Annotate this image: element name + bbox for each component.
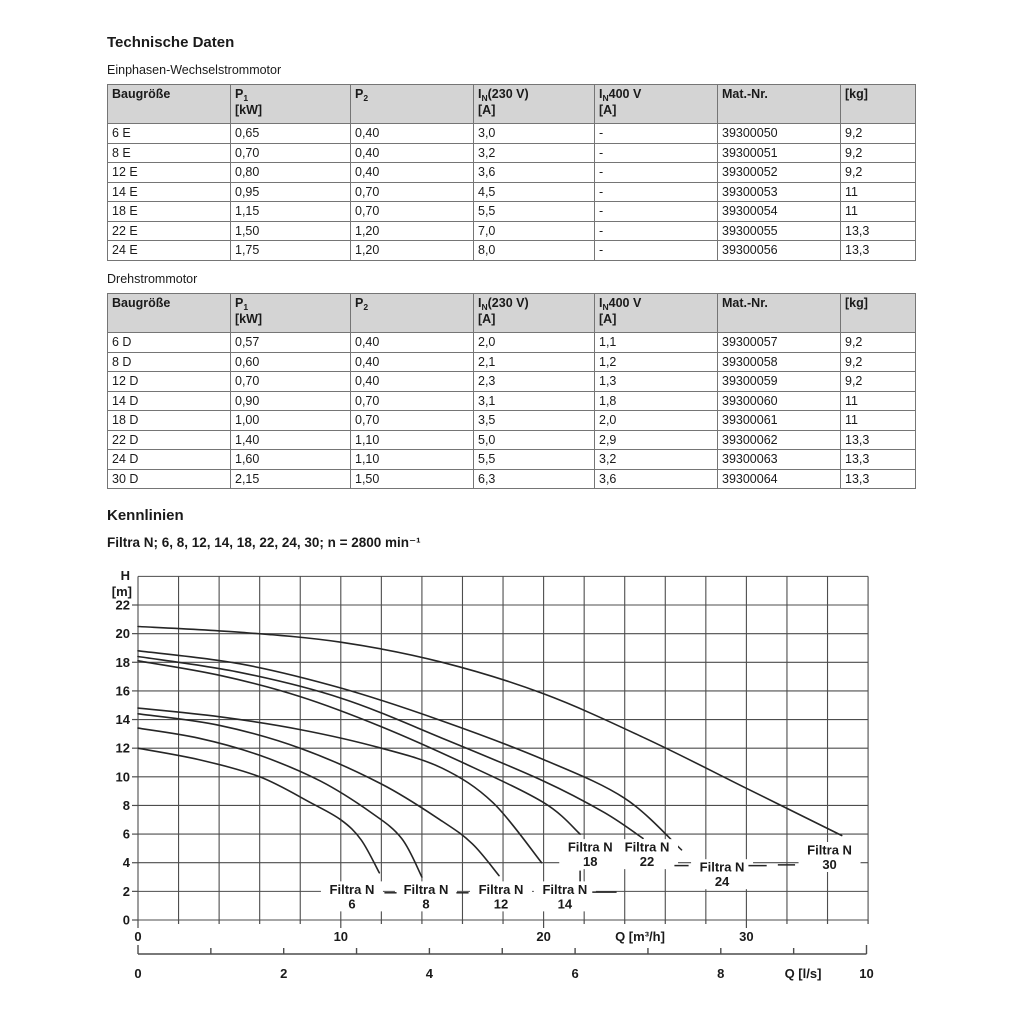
table-cell: 0,70 bbox=[351, 182, 474, 202]
curve-label: 6 bbox=[348, 896, 356, 912]
table-row bbox=[108, 391, 916, 411]
table-cell: 1,20 bbox=[351, 241, 474, 261]
table-cell: 39300053 bbox=[718, 182, 841, 202]
curve-label: Filtra N bbox=[807, 842, 852, 858]
table-cell: 9,2 bbox=[841, 163, 916, 183]
x2-tick-label: 10 bbox=[859, 966, 874, 981]
column-header: $I_N(230$ V) [A] bbox=[474, 294, 595, 333]
curve-label: 18 bbox=[583, 854, 598, 870]
table-cell: 1,1 bbox=[595, 333, 718, 353]
table-row bbox=[108, 202, 916, 222]
table-cell: 3,1 bbox=[474, 391, 595, 411]
section-title-kennlinien: Kennlinien bbox=[107, 507, 184, 524]
table-cell: 2,3 bbox=[474, 372, 595, 392]
table-cell: 1,3 bbox=[595, 372, 718, 392]
table-row bbox=[108, 143, 916, 163]
table-header-row bbox=[108, 294, 916, 333]
table-cell: 2,9 bbox=[595, 430, 718, 450]
table-einphasen bbox=[107, 84, 916, 261]
y-tick-label: 8 bbox=[122, 797, 130, 813]
table-row bbox=[108, 333, 916, 353]
table-row bbox=[108, 124, 916, 144]
column-header: Mat.-Nr. bbox=[718, 85, 841, 124]
table-cell: 0,70 bbox=[351, 391, 474, 411]
column-header: Baugröße bbox=[108, 294, 231, 333]
x2-axis-title: Q [l/s] bbox=[784, 966, 822, 981]
table-cell: 18 E bbox=[108, 202, 231, 222]
curve-filtra-n-14 bbox=[138, 708, 542, 863]
table-cell: 0,57 bbox=[231, 333, 351, 353]
y-tick-label: 10 bbox=[115, 769, 130, 785]
table-cell: 0,70 bbox=[231, 372, 351, 392]
table-cell: - bbox=[595, 202, 718, 222]
y-tick-label: 20 bbox=[115, 626, 130, 642]
pump-curves-chart bbox=[0, 555, 1024, 1020]
column-header: [kg] bbox=[841, 85, 916, 124]
table-cell: 13,3 bbox=[841, 241, 916, 261]
pump-curves-chart-container bbox=[0, 555, 1024, 1020]
table-cell: 9,2 bbox=[841, 143, 916, 163]
curve-filtra-n-8 bbox=[138, 728, 422, 877]
table-cell: 3,2 bbox=[595, 450, 718, 470]
curve-label: Filtra N bbox=[329, 881, 375, 897]
x-axis-title: Q [m³/h] bbox=[615, 929, 665, 944]
x2-tick-label: 4 bbox=[425, 966, 434, 981]
curve-filtra-n-6 bbox=[138, 748, 379, 873]
curve-label: Filtra N bbox=[403, 881, 449, 897]
curve-label: Filtra N bbox=[567, 839, 613, 855]
table-cell: 11 bbox=[841, 202, 916, 222]
table-cell: 5,0 bbox=[474, 430, 595, 450]
curve-label: 8 bbox=[422, 896, 430, 912]
x2-tick-label: 8 bbox=[717, 966, 725, 981]
curve-label: Filtra N bbox=[542, 881, 588, 897]
table-cell: 1,40 bbox=[231, 430, 351, 450]
table-cell: 39300064 bbox=[718, 469, 841, 489]
table-cell: 1,50 bbox=[231, 221, 351, 241]
table-cell: 0,60 bbox=[231, 352, 351, 372]
y-tick-label: 22 bbox=[115, 597, 130, 613]
table-cell: 24 D bbox=[108, 450, 231, 470]
table-cell: 0,90 bbox=[231, 391, 351, 411]
y-tick-label: 16 bbox=[115, 683, 130, 699]
column-header: $I_N400$ V [A] bbox=[595, 85, 718, 124]
table-cell: - bbox=[595, 124, 718, 144]
table-cell: 0,40 bbox=[351, 352, 474, 372]
column-header: Mat.-Nr. bbox=[718, 294, 841, 333]
table-cell: 9,2 bbox=[841, 352, 916, 372]
table-cell: 1,60 bbox=[231, 450, 351, 470]
table-cell: 13,3 bbox=[841, 430, 916, 450]
table-cell: 6 E bbox=[108, 124, 231, 144]
curve-filtra-n-12 bbox=[138, 714, 499, 876]
column-header: $I_N400$ V [A] bbox=[595, 294, 718, 333]
y-tick-label: 2 bbox=[122, 883, 130, 899]
curve-label: 22 bbox=[639, 854, 655, 870]
table-cell: 39300060 bbox=[718, 391, 841, 411]
table-cell: 0,70 bbox=[231, 143, 351, 163]
table-cell: 5,5 bbox=[474, 450, 595, 470]
table-cell: 2,0 bbox=[595, 411, 718, 431]
table-cell: 12 D bbox=[108, 372, 231, 392]
table-cell: 4,5 bbox=[474, 182, 595, 202]
y-tick-label: 14 bbox=[115, 712, 130, 728]
table-cell: 0,95 bbox=[231, 182, 351, 202]
table-cell: 39300051 bbox=[718, 143, 841, 163]
table-cell: 2,15 bbox=[231, 469, 351, 489]
curve-label: Filtra N bbox=[699, 859, 745, 875]
table-cell: 0,40 bbox=[351, 372, 474, 392]
curve-label: Filtra N bbox=[478, 881, 524, 897]
table-cell: - bbox=[595, 221, 718, 241]
column-header: $P_2$ bbox=[351, 85, 474, 124]
table-cell: 0,40 bbox=[351, 124, 474, 144]
table-cell: 39300052 bbox=[718, 163, 841, 183]
y-axis-title: H bbox=[120, 568, 130, 583]
table-cell: 0,40 bbox=[351, 143, 474, 163]
table-cell: - bbox=[595, 163, 718, 183]
curve-label: 30 bbox=[822, 857, 837, 873]
table-cell: 0,40 bbox=[351, 333, 474, 353]
curve-label: 24 bbox=[714, 874, 730, 890]
table-cell: 13,3 bbox=[841, 221, 916, 241]
table-cell: 1,15 bbox=[231, 202, 351, 222]
table-row bbox=[108, 430, 916, 450]
table-cell: 13,3 bbox=[841, 450, 916, 470]
table-cell: - bbox=[595, 241, 718, 261]
table-cell: 39300056 bbox=[718, 241, 841, 261]
y-tick-label: 18 bbox=[115, 654, 130, 670]
table-cell: 39300059 bbox=[718, 372, 841, 392]
table-cell: 39300063 bbox=[718, 450, 841, 470]
table-cell: 1,8 bbox=[595, 391, 718, 411]
table-cell: 39300057 bbox=[718, 333, 841, 353]
y-tick-label: 6 bbox=[122, 826, 130, 842]
x-tick-label: 30 bbox=[739, 929, 754, 944]
table-cell: 3,5 bbox=[474, 411, 595, 431]
table-cell: 1,10 bbox=[351, 450, 474, 470]
table-cell: 8,0 bbox=[474, 241, 595, 261]
column-header: [kg] bbox=[841, 294, 916, 333]
x2-tick-label: 0 bbox=[134, 966, 142, 981]
table-row bbox=[108, 469, 916, 489]
table-cell: 39300061 bbox=[718, 411, 841, 431]
curve-label: 14 bbox=[557, 896, 573, 912]
table-cell: 1,10 bbox=[351, 430, 474, 450]
table-drehstrom bbox=[107, 293, 916, 489]
curve-label: 12 bbox=[493, 896, 509, 912]
column-header: Baugröße bbox=[108, 85, 231, 124]
table-row bbox=[108, 163, 916, 183]
table-cell: 0,70 bbox=[351, 411, 474, 431]
table-cell: 3,0 bbox=[474, 124, 595, 144]
table-row bbox=[108, 372, 916, 392]
table-cell: 22 E bbox=[108, 221, 231, 241]
table-cell: 6 D bbox=[108, 333, 231, 353]
x-tick-label: 10 bbox=[333, 929, 349, 944]
table-cell: 0,40 bbox=[351, 163, 474, 183]
table-cell: 11 bbox=[841, 182, 916, 202]
chart-subtitle: Filtra N; 6, 8, 12, 14, 18, 22, 24, 30; n = 2800 min⁻¹ bbox=[107, 535, 421, 550]
table-row bbox=[108, 221, 916, 241]
table-row bbox=[108, 411, 916, 431]
table-cell: 9,2 bbox=[841, 333, 916, 353]
column-header: $P_2$ bbox=[351, 294, 474, 333]
table-cell: 3,2 bbox=[474, 143, 595, 163]
table-caption-einphasen: Einphasen-Wechselstrommotor bbox=[107, 63, 282, 77]
table-row bbox=[108, 241, 916, 261]
table-cell: 6,3 bbox=[474, 469, 595, 489]
y-axis-title: [m] bbox=[111, 584, 132, 599]
curve-label: Filtra N bbox=[624, 839, 670, 855]
table-cell: 18 D bbox=[108, 411, 231, 431]
y-tick-label: 4 bbox=[122, 855, 130, 871]
table-cell: 1,75 bbox=[231, 241, 351, 261]
x-tick-label: 0 bbox=[134, 929, 142, 944]
table-caption-drehstrom: Drehstrommotor bbox=[107, 272, 198, 286]
table-cell: 14 E bbox=[108, 182, 231, 202]
table-header-row bbox=[108, 85, 916, 124]
table-cell: 39300058 bbox=[718, 352, 841, 372]
table-row bbox=[108, 182, 916, 202]
table-cell: 1,50 bbox=[351, 469, 474, 489]
table-cell: 1,00 bbox=[231, 411, 351, 431]
table-cell: 39300062 bbox=[718, 430, 841, 450]
table-cell: 2,0 bbox=[474, 333, 595, 353]
table-cell: 0,70 bbox=[351, 202, 474, 222]
y-tick-label: 0 bbox=[122, 912, 130, 928]
table-cell: 3,6 bbox=[595, 469, 718, 489]
table-cell: 14 D bbox=[108, 391, 231, 411]
table-cell: 7,0 bbox=[474, 221, 595, 241]
table-cell: 13,3 bbox=[841, 469, 916, 489]
curve-filtra-n-22 bbox=[138, 657, 643, 839]
x2-tick-label: 2 bbox=[280, 966, 288, 981]
table-cell: 22 D bbox=[108, 430, 231, 450]
table-cell: 11 bbox=[841, 391, 916, 411]
table-cell: 1,2 bbox=[595, 352, 718, 372]
table-cell: 8 E bbox=[108, 143, 231, 163]
x2-tick-label: 6 bbox=[571, 966, 579, 981]
table-cell: 5,5 bbox=[474, 202, 595, 222]
y-tick-label: 12 bbox=[115, 740, 130, 756]
table-cell: 11 bbox=[841, 411, 916, 431]
table-row bbox=[108, 352, 916, 372]
table-cell: 39300054 bbox=[718, 202, 841, 222]
column-header: $P_1$ [kW] bbox=[231, 294, 351, 333]
table-cell: 1,20 bbox=[351, 221, 474, 241]
table-cell: 2,1 bbox=[474, 352, 595, 372]
table-cell: 0,80 bbox=[231, 163, 351, 183]
table-cell: 39300050 bbox=[718, 124, 841, 144]
table-cell: 30 D bbox=[108, 469, 231, 489]
table-cell: 8 D bbox=[108, 352, 231, 372]
table-cell: 39300055 bbox=[718, 221, 841, 241]
column-header: $I_N(230$ V) [A] bbox=[474, 85, 595, 124]
table-cell: 0,65 bbox=[231, 124, 351, 144]
table-cell: - bbox=[595, 182, 718, 202]
table-cell: 9,2 bbox=[841, 372, 916, 392]
x-tick-label: 20 bbox=[536, 929, 551, 944]
table-cell: - bbox=[595, 143, 718, 163]
page-title: Technische Daten bbox=[107, 34, 235, 51]
table-cell: 12 E bbox=[108, 163, 231, 183]
column-header: $P_1$ [kW] bbox=[231, 85, 351, 124]
table-cell: 24 E bbox=[108, 241, 231, 261]
table-row bbox=[108, 450, 916, 470]
table-cell: 3,6 bbox=[474, 163, 595, 183]
table-cell: 9,2 bbox=[841, 124, 916, 144]
